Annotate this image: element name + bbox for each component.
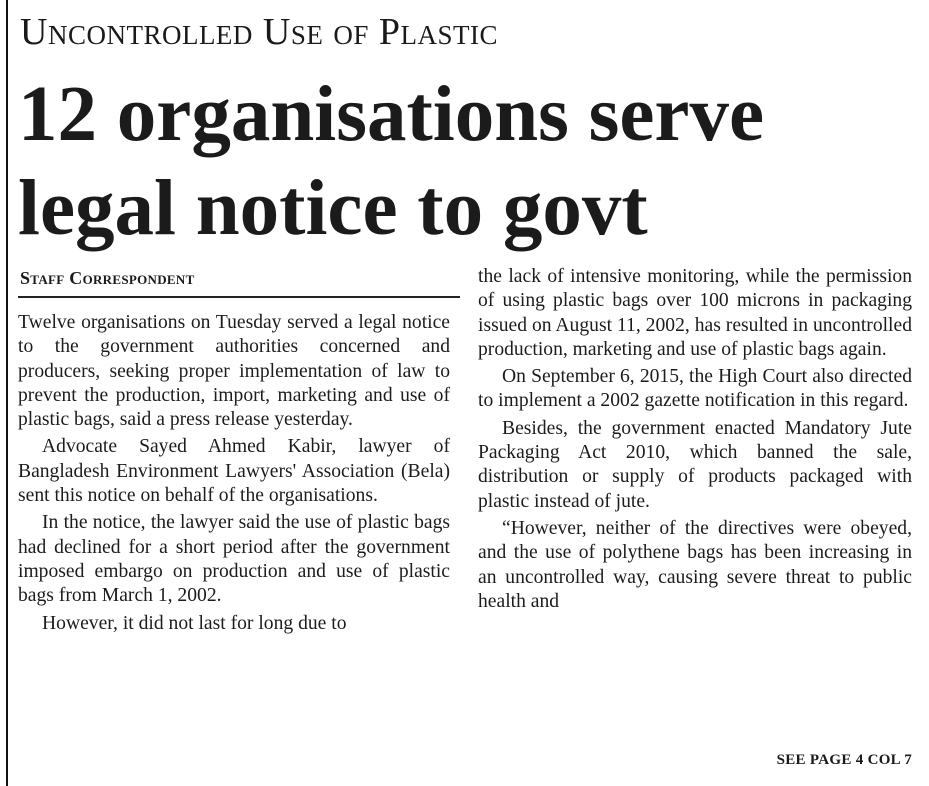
- paragraph: Twelve organisations on Tuesday served a legal notice to the government authorities concerned and producers, seeking proper implementation of law to prevent the production, import, marketing and use of plastic bags, said a press release yesterday.: [18, 312, 450, 431]
- left-border-rule: [6, 0, 8, 786]
- paragraph: In the notice, the lawyer said the use of plastic bags had declined for a short period after the government imposed embargo on production and use of plastic bags from March 1, 2002.: [18, 512, 450, 607]
- paragraph: However, it did not last for long due to: [42, 612, 347, 634]
- kicker: Uncontrolled Use of Plastic: [20, 11, 499, 53]
- continuation-note: SEE PAGE 4 COL 7: [776, 752, 912, 768]
- paragraph: On September 6, 2015, the High Court also directed to implement a 2002 gazette notification in this regard.: [478, 366, 912, 412]
- headline: 12 organisations serve legal notice to govt: [18, 71, 765, 252]
- byline: Staff Correspondent: [20, 268, 195, 288]
- article-column-2: [478, 265, 912, 614]
- paragraph: Advocate Sayed Ahmed Kabir, lawyer of Bangladesh Environment Lawyers' Association (Bela) sent this notice on behalf of the organisations.: [18, 436, 450, 507]
- paragraph: the lack of intensive monitoring, while the permission of using plastic bags over 100 microns in packaging issued on August 11, 2002, has resulted in uncontrolled production, marketing and use of plastic bags again.: [478, 266, 912, 360]
- byline-divider: [18, 296, 460, 298]
- paragraph: Besides, the government enacted Mandatory Jute Packaging Act 2010, which banned the sale, distribution or supply of products packaged with plastic instead of jute.: [478, 417, 912, 512]
- paragraph: “However, neither of the directives were obeyed, and the use of polythene bags has been increasing in an uncontrolled way, causing severe threat to public health and: [478, 517, 912, 612]
- article-column-1: [18, 311, 450, 636]
